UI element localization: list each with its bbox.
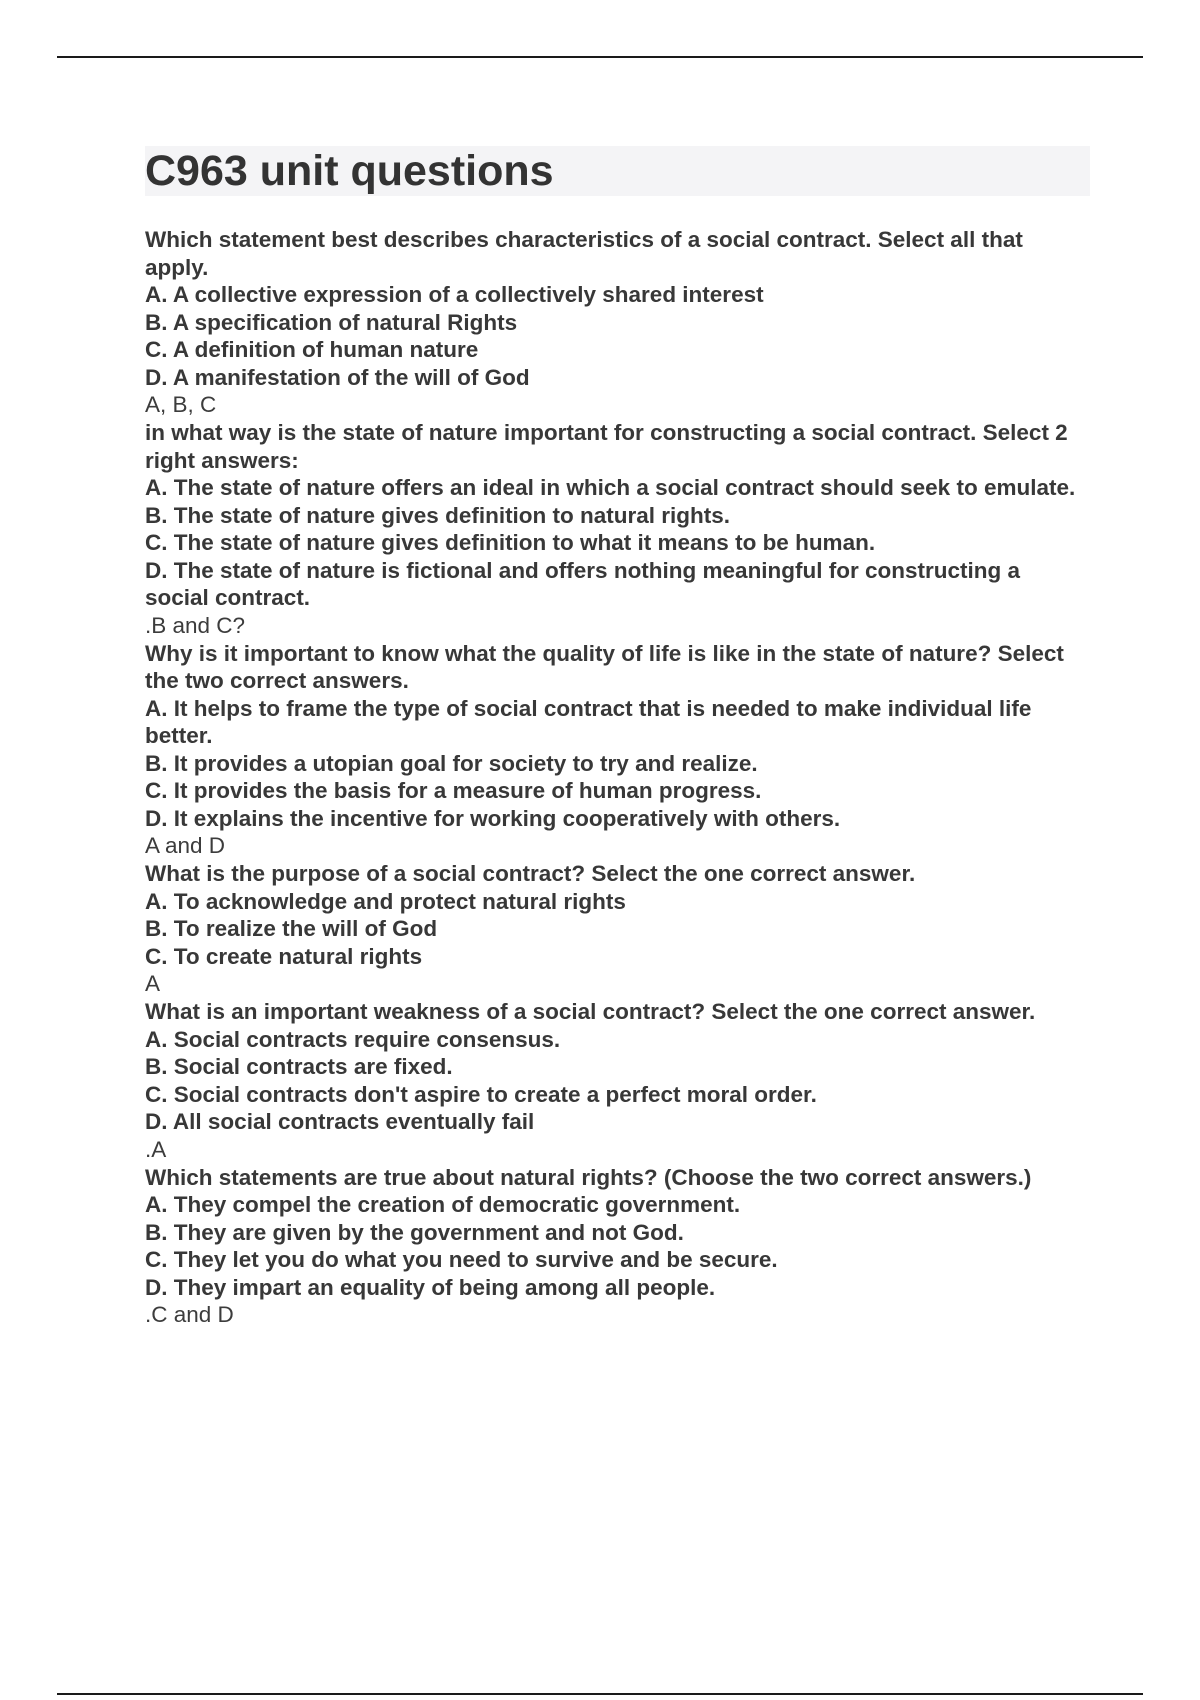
qa-item-2 <box>145 419 1090 640</box>
option-c: C. The state of nature gives definition to what it means to be human. <box>145 530 876 555</box>
option-d: D. It explains the incentive for working cooperatively with others. <box>145 805 841 831</box>
option-b: B. Social contracts are fixed. <box>145 1054 453 1079</box>
option-c: C. Social contracts don't aspire to create a perfect moral order. <box>145 1081 817 1107</box>
qa-item-4 <box>145 860 1090 998</box>
option-a: A. They compel the creation of democratic government. <box>145 1192 741 1217</box>
title-band <box>145 146 1090 196</box>
option-c: C. A definition of human nature <box>145 337 479 362</box>
option-a: A. A collective expression of a collectively shared interest <box>145 282 764 307</box>
option-b: B. The state of nature gives definition to natural rights. <box>145 502 731 528</box>
option-d: D. The state of nature is fictional and offers nothing meaningful for constructing a social contract. <box>145 557 1021 610</box>
qa-item-5 <box>145 998 1090 1164</box>
question-text: What is the purpose of a social contract? Select the one correct answer. <box>145 861 916 886</box>
qa-item-1 <box>145 226 1090 419</box>
option-a: A. To acknowledge and protect natural rights <box>145 888 626 914</box>
bottom-rule <box>57 1693 1143 1695</box>
qa-item-6 <box>145 1164 1090 1330</box>
option-b: B. To realize the will of God <box>145 916 438 941</box>
option-d: D. All social contracts eventually fail <box>145 1109 535 1134</box>
question-text: What is an important weakness of a social contract? Select the one correct answer. <box>145 999 1036 1024</box>
option-a: A. It helps to frame the type of social contract that is needed to make individual life better. <box>145 695 1032 748</box>
option-a: A. The state of nature offers an ideal in which a social contract should seek to emulate. <box>145 475 1076 500</box>
answer-text: A, B, C <box>145 392 217 417</box>
option-c: C. They let you do what you need to survive and be secure. <box>145 1247 778 1272</box>
option-b: B. They are given by the government and not God. <box>145 1219 684 1245</box>
option-c: C. It provides the basis for a measure of human progress. <box>145 778 762 803</box>
answer-text: .A <box>145 1136 167 1162</box>
question-text: Which statements are true about natural rights? (Choose the two correct answers.) <box>145 1164 1032 1190</box>
option-b: B. A specification of natural Rights <box>145 309 518 335</box>
question-text: Why is it important to know what the quality of life is like in the state of nature? Select the two correct answers. <box>145 640 1064 693</box>
question-text: Which statement best describes characteristics of a social contract. Select all that apply. <box>145 227 1023 280</box>
qa-item-3 <box>145 640 1090 861</box>
answer-text: A and D <box>145 833 226 858</box>
top-rule <box>57 56 1143 58</box>
answer-text: .B and C? <box>145 612 246 638</box>
page-title: C963 unit questions <box>145 147 554 195</box>
option-c: C. To create natural rights <box>145 943 423 969</box>
answer-text: A <box>145 971 161 996</box>
answer-text: .C and D <box>145 1302 234 1327</box>
option-b: B. It provides a utopian goal for society to try and realize. <box>145 750 758 776</box>
document-body <box>145 146 1090 1329</box>
question-text: in what way is the state of nature important for constructing a social contract. Select 2 right answers: <box>145 420 1068 473</box>
option-a: A. Social contracts require consensus. <box>145 1026 561 1052</box>
option-d: D. A manifestation of the will of God <box>145 364 530 390</box>
option-d: D. They impart an equality of being among all people. <box>145 1274 716 1300</box>
